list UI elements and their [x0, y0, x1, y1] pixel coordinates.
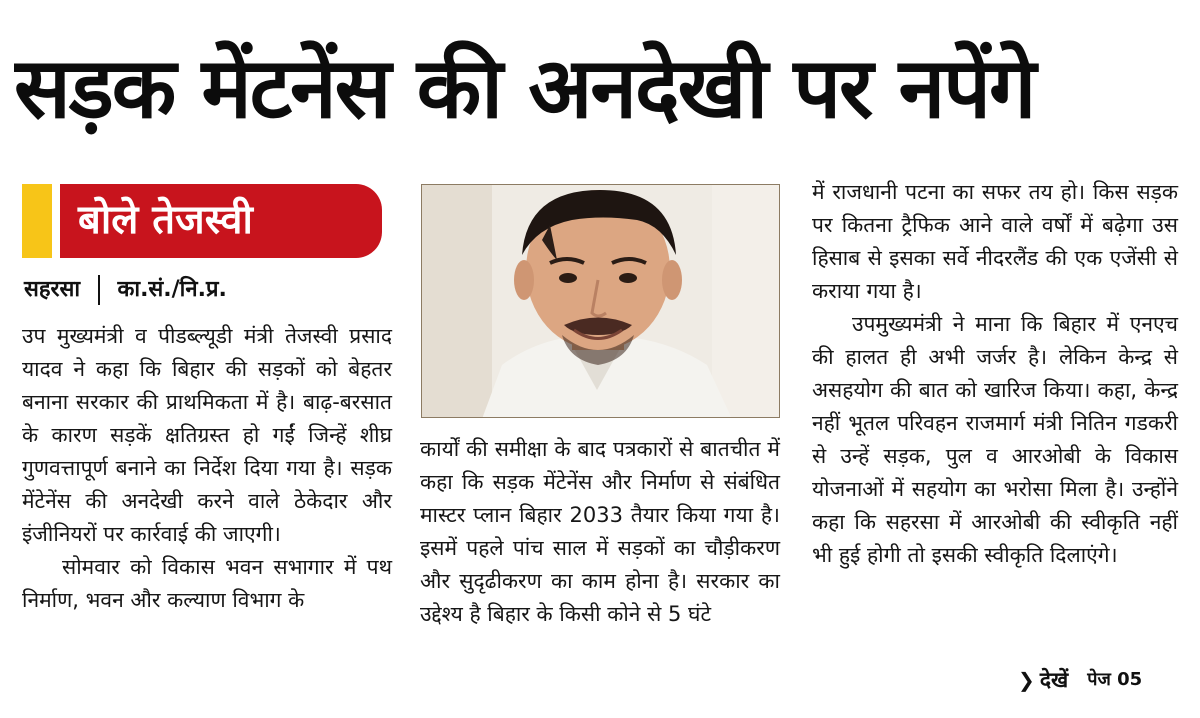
article-column-right [812, 176, 1178, 572]
section-banner [22, 184, 382, 258]
dateline-divider [98, 275, 100, 305]
portrait-photo [421, 184, 780, 418]
chevron-right-icon: ❯ [1018, 667, 1035, 692]
paragraph: उप मुख्यमंत्री व पीडब्ल्यूडी मंत्री तेजस्वी प्रसाद यादव ने कहा कि बिहार की सड़कों को बेहतर बनाना सरकार की प्राथमिकता में है। बाढ़-बरसात के कारण सड़कें क्षतिग्रस्त हो गईं जिन्हें शीघ्र गुणवत्तापूर्ण बनाने का निर्देश दिया गया है। सड़क मेंटेनेंस की अनदेखी करने वाले ठेकेदार और इंजीनियरों पर कार्रवाई की जाएगी। [22, 324, 392, 546]
continued-page: पेज 05 [1087, 668, 1143, 690]
article-column-middle [420, 433, 780, 631]
dateline-place: सहरसा [24, 277, 81, 302]
article-column-left [22, 320, 392, 617]
paragraph: में राजधानी पटना का सफर तय हो। किस सड़क पर कितना ट्रैफिक आने वाले वर्षों में बढ़ेगा उस हिसाब से इसका सर्वे नीदरलैंड की एक एजेंसी से कराया गया है। [812, 180, 1178, 303]
paragraph: उपमुख्यमंत्री ने माना कि बिहार में एनएच की हालत ही अभी जर्जर है। लेकिन केन्द्र से असहयोग की बात को खारिज किया। कहा, केन्द्र नहीं भूतल परिवहन राजमार्ग मंत्री नितिन गडकरी से उन्हें सड़क, पुल व आरओबी के विकास योजनाओं में सहयोग का भरोसा मिला है। उन्होंने कहा कि सहरसा में आरओबी की स्वीकृति नहीं भी हुई होगी तो इसकी स्वीकृति दिलाएंगे। [812, 312, 1178, 567]
headline: सड़क मेंटनेंस की अनदेखी पर नपेंगे [14, 39, 1035, 137]
continued-label: देखें [1039, 667, 1069, 692]
dateline [24, 270, 227, 310]
paragraph: सोमवार को विकास भवन सभागार में पथ निर्माण, भवन और कल्याण विभाग के [22, 555, 392, 612]
continued-reference[interactable] [1018, 664, 1142, 694]
banner-label: बोले तेजस्वी [78, 197, 253, 243]
dateline-agency: का.सं./नि.प्र. [117, 277, 227, 302]
paragraph: कार्यों की समीक्षा के बाद पत्रकारों से बातचीत में कहा कि सड़क मेंटेनेंस और निर्माण से संबंधित मास्टर प्लान बिहार 2033 तैयार किया गया है। इसमें पहले पांच साल में सड़कों का चौड़ीकरण और सुदृढीकरण का काम होना है। सरकार का उद्देश्य है बिहार के किसी कोने से 5 घंटे [420, 437, 780, 626]
banner-accent-bar [22, 184, 52, 258]
portrait-illustration [422, 185, 780, 418]
